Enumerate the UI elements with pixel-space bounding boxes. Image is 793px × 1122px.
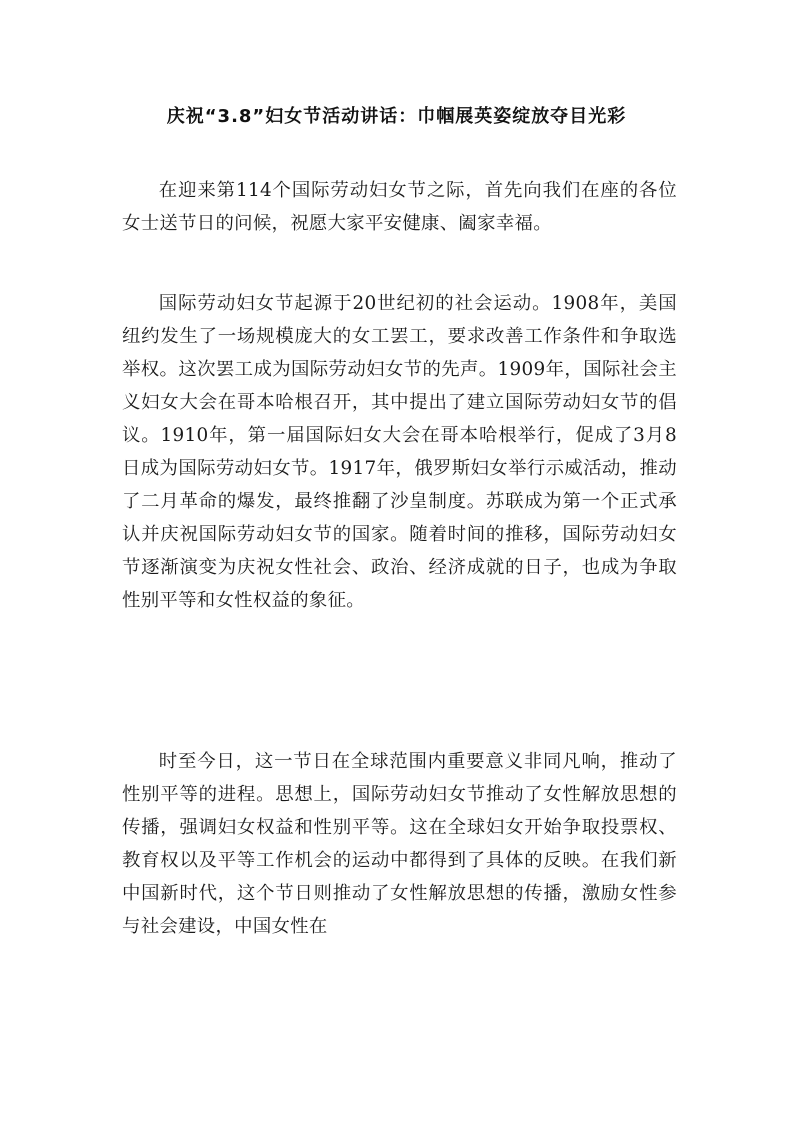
- paragraph-significance: 时至今日，这一节日在全球范围内重要意义非同凡响，推动了性别平等的进程。思想上，国际劳动妇女节推动了女性解放思想的传播，强调妇女权益和性别平等。这在全球妇女开始争取投票权、教育权以及平等工作机会的运动中都得到了具体的反映。在我们新中国新时代，这个节日则推动了女性解放思想的传播，激励女性参与社会建设，中国女性在: [122, 751, 677, 937]
- paragraph-history: 国际劳动妇女节起源于20世纪初的社会运动。1908年，美国纽约发生了一场规模庞大的女工罢工，要求改善工作条件和争取选举权。这次罢工成为国际劳动妇女节的先声。1909年，国际社会主义妇女大会在哥本哈根召开，其中提出了建立国际劳动妇女节的倡议。1910年，第一届国际妇女大会在哥本哈根举行，促成了3月8日成为国际劳动妇女节。1917年，俄罗斯妇女举行示威活动，推动了二月革命的爆发，最终推翻了沙皇制度。苏联成为第一个正式承认并庆祝国际劳动妇女节的国家。随着时间的推移，国际劳动妇女节逐渐演变为庆祝女性社会、政治、经济成就的日子，也成为争取性别平等和女性权益的象征。: [122, 293, 677, 611]
- paragraph-greeting: 在迎来第114个国际劳动妇女节之际，首先向我们在座的各位女士送节日的问候，祝愿大家平安健康、阖家幸福。: [122, 180, 677, 234]
- document-title: 庆祝“3.8”妇女节活动讲话：巾帼展英姿绽放夺目光彩: [166, 106, 627, 127]
